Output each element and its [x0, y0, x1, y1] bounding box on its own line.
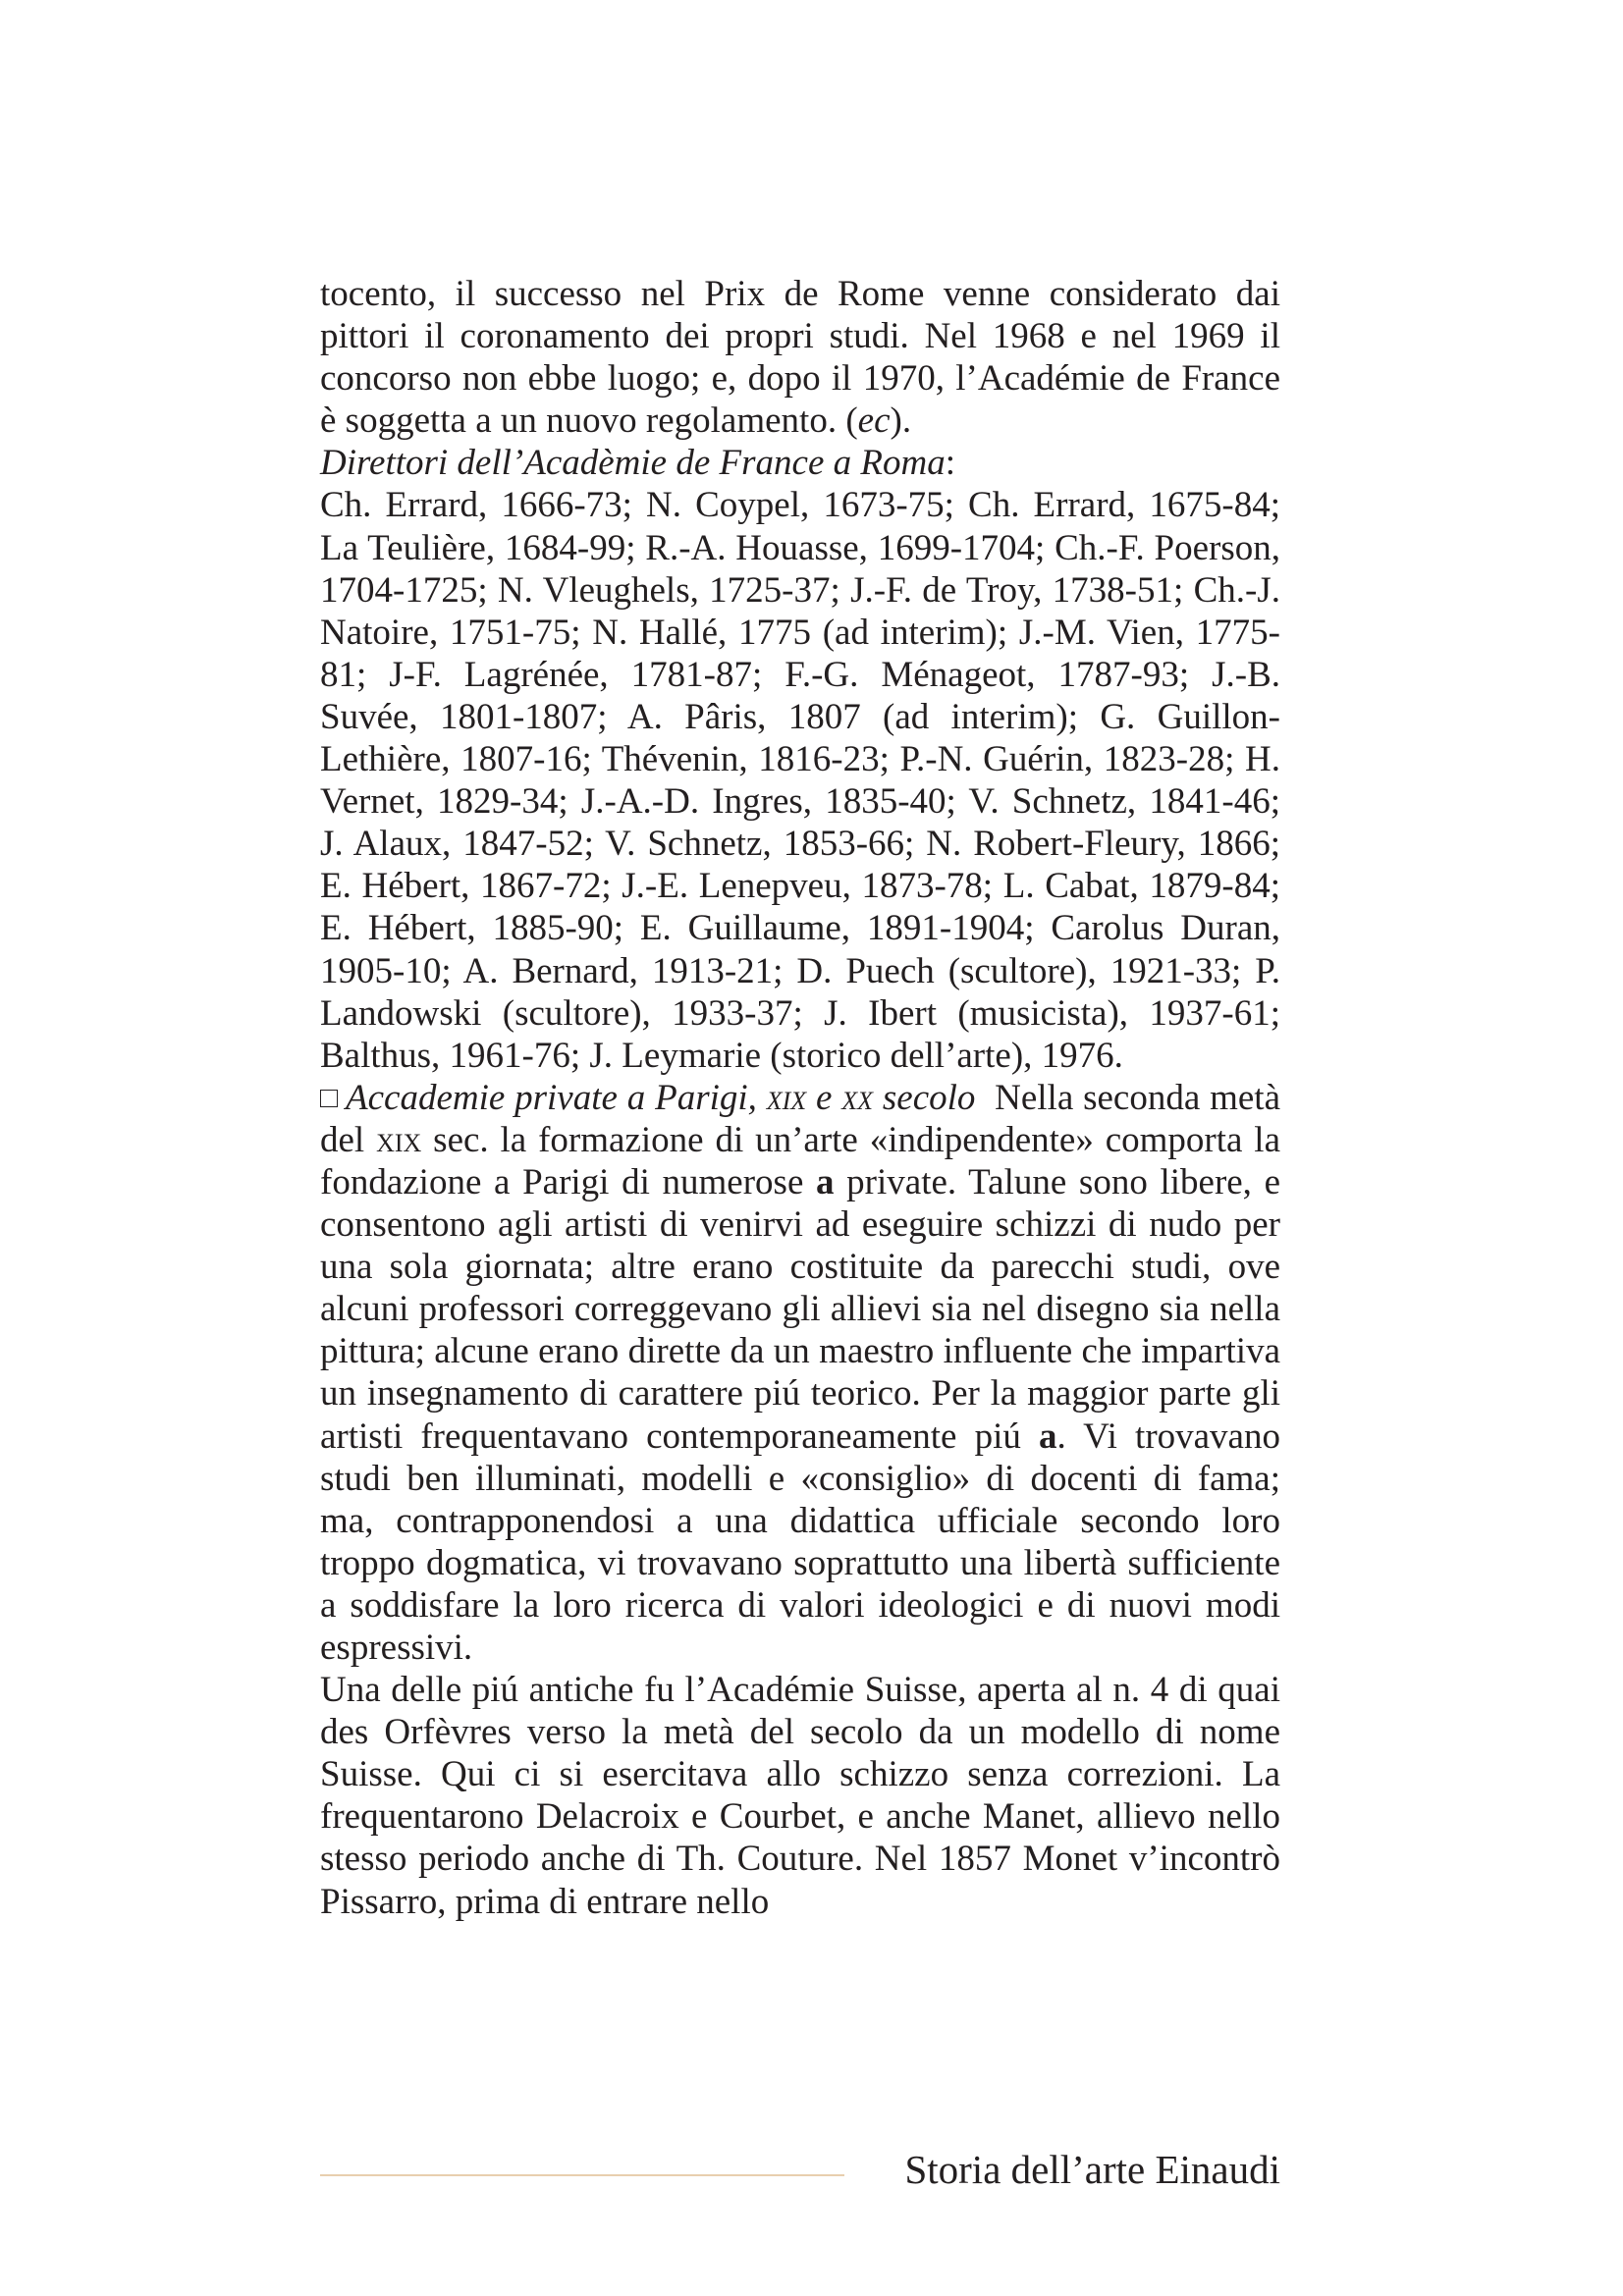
- directors-heading: [320, 442, 1280, 484]
- section-heading-part: e: [806, 1077, 842, 1118]
- paragraph-text: . Vi trovavano studi ben illuminati, modelli e «consiglio» di docenti di fama; ma, contrapponendosi a una didattica ufficiale secondo loro troppo dogmatica, vi trovavano soprattutto una libertà sufficiente a soddisfare la loro ricerca di valori ideologici e di nuovi modi espressivi.: [320, 1415, 1280, 1668]
- section-heading: [346, 1078, 975, 1118]
- section-heading-part: Accademie private a Parigi,: [346, 1077, 767, 1118]
- section-box-icon: [320, 1090, 338, 1107]
- century-smallcaps: xix: [376, 1119, 422, 1160]
- paragraph-prix-de-rome: [320, 273, 1280, 442]
- directors-list: Ch. Errard, 1666-73; N. Coypel, 1673-75; Ch. Errard, 1675-84; La Teulière, 1684-99; R.-A. Houasse, 1699-1704; Ch.-F. Poerson, 1704-1725; N. Vleughels, 1725-37; J.-F. de Troy, 1738-51; Ch.-J. Natoire, 1751-75; N. Hallé, 1775 (ad interim); J.-M. Vien, 1775-81; J-F. Lagrénée, 1781-87; F.-G. Ménageot, 1787-93; J.-B. Suvée, 1801-1807; A. Pâris, 1807 (ad interim); G. Guillon-Lethière, 1807-16; Thévenin, 1816-23; P.-N. Guérin, 1823-28; H. Vernet, 1829-34; J.-A.-D. Ingres, 1835-40; V. Schnetz, 1841-46; J. Alaux, 1847-52; V. Schnetz, 1853-66; N. Robert-Fleury, 1866; E. Hébert, 1867-72; J.-E. Lenepveu, 1873-78; L. Cabat, 1879-84; E. Hébert, 1885-90; E. Guillaume, 1891-1904; Carolus Duran, 1905-10; A. Bernard, 1913-21; D. Puech (scultore), 1921-33; P. Landowski (scultore), 1933-37; J. Ibert (musicista), 1937-61; Balthus, 1961-76; J. Leymarie (storico dell’arte), 1976.: [320, 485, 1280, 1076]
- paragraph-academie-suisse: Una delle piú antiche fu l’Académie Suisse, aperta al n. 4 di quai des Orfèvres verso la metà del secolo da un modello di nome Suisse. Qui ci si esercitava allo schizzo senza correzioni. La frequentarono Delacroix e Courbet, e anche Manet, allievo nello stesso periodo anche di Th. Couture. Nel 1857 Monet v’incontrò Pissarro, prima di entrare nello: [320, 1670, 1280, 1922]
- footer-rule: [320, 2174, 844, 2176]
- paragraph-text-end: ).: [890, 400, 912, 442]
- paragraph-accademie-private: [320, 1077, 1280, 1669]
- footer-title: Storia dell’arte Einaudi: [904, 2147, 1280, 2192]
- paragraph-text: tocento, il successo nel Prix de Rome venne considerato dai pittori il coronamento dei propri studi. Nel 1968 e nel 1969 il concorso non ebbe luogo; e, dopo il 1970, l’Académie de France è soggetta a un nuovo regolamento. (: [320, 274, 1280, 442]
- paragraph-text: private. Talune sono libere, e consentono agli artisti di venirvi ad eseguire schizzi di nudo per una sola giornata; altre erano costituite da parecchi studi, ove alcuni professori correggevano gli allievi sia nel disegno sia nella pittura; alcune erano dirette da un maestro influente che impartiva un insegnamento di carattere piú teorico. Per la maggior parte gli artisti frequentavano contemporaneamente piú: [320, 1161, 1281, 1457]
- section-heading-century-1: xix: [766, 1077, 807, 1118]
- bold-abbreviation: a: [816, 1161, 835, 1202]
- directors-heading-text: Direttori dell’Acadèmie de France a Roma: [320, 443, 946, 484]
- body-text: [320, 273, 1280, 1923]
- author-initials: ec: [857, 400, 891, 442]
- directors-heading-colon: :: [945, 443, 955, 484]
- section-heading-part: secolo: [873, 1077, 976, 1118]
- section-heading-century-2: xx: [841, 1077, 874, 1118]
- paragraph-text: Nella seconda metà del: [320, 1077, 1280, 1160]
- bold-abbreviation: a: [1038, 1415, 1057, 1457]
- paragraph-text: sec. la formazione di un’arte «indipendente» comporta la fondazione a Parigi di numerose: [320, 1119, 1281, 1202]
